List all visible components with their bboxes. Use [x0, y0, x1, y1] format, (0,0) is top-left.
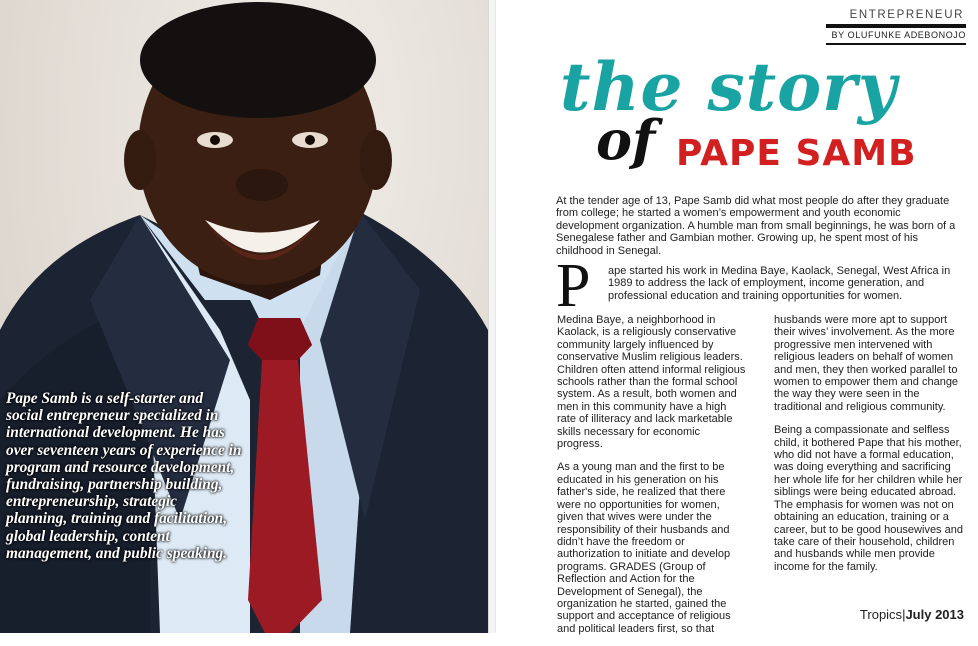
paragraph: As a young man and the first to be educated in his generation on his father's side, he realized that there were no opportunities for women, given that wives were under the responsibility of their husbands and didn’t have the freedom or authorization to initiate and develop programs. GRADES (Group of Reflection and Action for the Development of Senegal), the organization he started, gained the support and acceptance of religious and political leaders first, so that — [557, 461, 731, 635]
article-intro: At the tender age of 13, Pape Samb did what most people do after they graduate from college; he started a women’s empowerment and youth economic development organization. A humble man from small beginnings, he was born of a Senegalese father and Gambian mother. Growing up, he spent most of his childhood in Senegal. — [556, 195, 956, 257]
article-column-left — [557, 314, 747, 646]
section-label: ENTREPRENEUR — [849, 9, 964, 21]
drop-cap: P — [556, 252, 591, 320]
paragraph: Being a compassionate and selfless child, it bothered Pape that his mother, who did not have a formal education, was doing everything and sacrificing her whole life for her children while her siblings were being educated abroad. The emphasis for women was not on obtaining an education, training or a career, but to be good housewives and take care of their household, children and husbands while men provide income for the family. — [774, 424, 963, 573]
title-the-story: the story — [560, 48, 898, 126]
page-gutter — [488, 0, 496, 633]
article-column-right — [774, 314, 964, 584]
title-of: of — [596, 108, 656, 172]
byline: BY OLUFUNKE ADEBONOJO — [826, 28, 966, 45]
photo-caption: Pape Samb is a self-starter and social entrepreneur specialized in international development. He has over seventeen years of experience in program and resource development, fundraising, partnership building, entrepreneurship, strategic planning, training and facilitation, global leadership, content management, and public speaking. — [6, 390, 242, 562]
paragraph: Medina Baye, a neighborhood in Kaolack, is a religiously conservative community largely influenced by conservative Muslim religious leaders. Children often attend informal religious schools rather than the formal school system. As a result, both women and men in this community have a high rate of illiteracy and lack marketable skills necessary for economic progress. — [557, 314, 746, 451]
footer-separator: | — [902, 607, 906, 622]
lead-paragraph: ape started his work in Medina Baye, Kaolack, Senegal, West Africa in 1989 to address the lack of employment, income generation, and professional education and training opportunities for women. — [608, 265, 951, 302]
magazine-name: Tropics — [859, 607, 903, 622]
portrait-photo — [0, 0, 488, 633]
paragraph: husbands were more apt to support their wives’ involvement. As the more progressive men intervened with religious leaders on behalf of women and men, they then worked parallel to women to empower them and change the way they were seen in the traditional and religious community. — [774, 314, 959, 413]
page-footer — [860, 607, 964, 622]
issue-date: July 2013 — [905, 607, 964, 622]
title-name: PAPE SAMB — [676, 133, 917, 174]
